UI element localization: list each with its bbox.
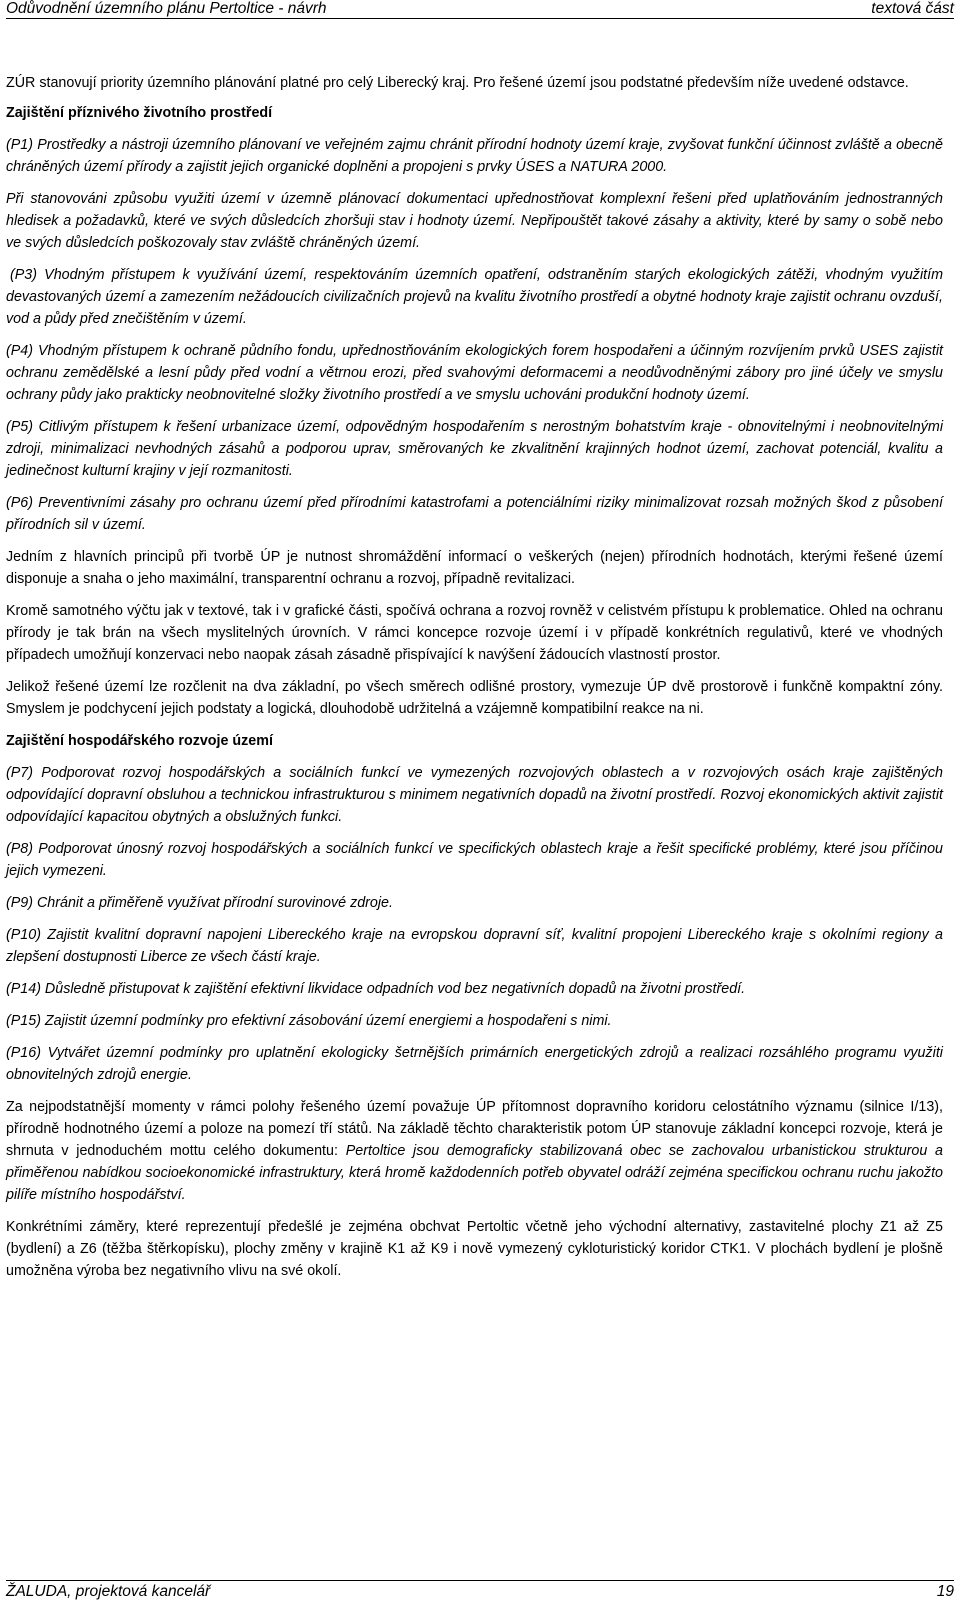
intro-paragraph: ZÚR stanovují priority územního plánování platné pro celý Liberecký kraj. Pro řešené území jsou podstatné především níže uvedené odstavce. <box>6 75 909 91</box>
priority-p2 <box>6 188 943 254</box>
paragraph-concept-text: Za nejpodstatnější momenty v rámci polohy řešeného území považuje ÚP přítomnost dopravního koridoru celostátního významu (silnice I/13), přírodně hodnotného území a poloze na pomezí tří států. Na základě těchto charakteristik potom ÚP stanovuje základní koncepci rozvoje, která je shrnuta v jednoduchém mottu celého dokumentu: <box>6 1099 943 1159</box>
paragraph-zones: Jelikož řešené území lze rozčlenit na dva základní, po všech směrech odlišné prostory, vymezuje ÚP dvě prostorově i funkčně kompaktní zóny. Smyslem je podchycení jejich podstaty a logická, dlouhodobě udržitelná a vzájemně kompatibilní reakce na ni. <box>6 679 943 717</box>
paragraph-concept <box>6 1096 943 1206</box>
page-footer <box>6 1580 954 1601</box>
priority-p10: (P10) Zajistit kvalitní dopravní napojeni Libereckého kraje na evropskou dopravní síť, kvalitní propojeni Libereckého kraje s okolními regiony a zlepšení dostupnosti Liberce ze všech částí kraje. <box>6 927 943 965</box>
office-name: ŽALUDA, projektová kancelář <box>6 1583 211 1600</box>
page-header <box>6 0 954 19</box>
paragraph-intentions: Konkrétními záměry, které reprezentují předešlé je zejména obchvat Pertoltic včetně jeho východní alternativy, zastavitelné plochy Z1 až Z5 (bydlení) a Z6 (těžba štěrkopísku), plochy změny v krajině K1 až K9 i nově vymezený cykloturistický koridor CTK1. V plochách bydlení je plošně umožněna výroba bez negativního vlivu na své okolí. <box>6 1219 943 1279</box>
priority-p16: (P16) Vytvářet územní podmínky pro uplatnění ekologicky šetrnějších primárních energetických zdrojů a realizaci rozsáhlého programu využiti obnovitelných zdrojů energie. <box>6 1045 943 1083</box>
section-heading-environment: Zajištění příznivého životního prostředí <box>6 105 273 121</box>
paragraph-principles: Jedním z hlavních principů při tvorbě ÚP je nutnost shromáždění informací o veškerých (nejen) přírodních hodnotách, kterými řešené území disponuje a snaha o jeho maximální, transparentní ochranu a rozvoj, případně revitalizaci. <box>6 549 943 587</box>
priority-p15: (P15) Zajistit územní podmínky pro efektivní zásobování území energiemi a hospodařeni s nimi. <box>6 1013 612 1029</box>
priority-p4: (P4) Vhodným přístupem k ochraně půdního fondu, upřednostňováním ekologických forem hospodařeni a účinným rozvíjením prvků USES zajistit ochranu zemědělské a lesní půdy před vodní a větrnou erozi, před svahovými deformacemi a neodůvodněnými zábory pro jiné účely ve smyslu ochrany půdy jako prakticky neobnovitelné složky životního prostředí a ve smyslu uchováni produkční hodnoty území. <box>6 343 943 403</box>
section-label: textová část <box>871 0 954 17</box>
priority-p7: (P7) Podporovat rozvoj hospodářských a sociálních funkcí ve vymezených rozvojových oblastech a v rozvojových osách kraje zajištěných odpovídající dopravní obsluhou a technickou infrastrukturou s minimem negativních dopadů na životní prostředí. Rozvoj ekonomických aktivit zajistit odpovídající kapacitou obytných a obslužných funkci. <box>6 765 943 825</box>
priority-p14: (P14) Důsledně přistupovat k zajištění efektivní likvidace odpadních vod bez negativních dopadů na životni prostředí. <box>6 981 746 997</box>
paragraph-concept-motto: Pertoltice jsou demograficky stabilizovaná obec se zachovalou urbanistickou strukturou a přiměřenou nabídkou socioekonomické infrastruktury, která hromě každodenních potřeb obyvatel odráží zejména specifickou ochranu ruchu jakožto pilíře místního hospodářství. <box>6 1143 944 1203</box>
page-number: 19 <box>936 1583 954 1600</box>
priority-p5: (P5) Citlivým přístupem k řešení urbanizace území, odpovědným hospodařením s nerostným bohatstvím kraje - obnovitelnými i neobnovitelnými zdroji, minimalizaci nevhodných zásahů a podporou uprav, směrovaných ke zkvalitnění krajinných hodnot území, zachovat potenciál, kvalitu a jedinečnost kulturní krajiny v její rozmanitosti. <box>6 419 943 479</box>
page-content <box>6 72 943 1292</box>
priority-p3: (P3) Vhodným přístupem k využívání území, respektováním územních opatření, odstraněním starých ekologických zátěži, vhodným využitím devastovaných území a zamezením nežádoucích civilizačních projevů na kvalitu životního prostředí a obytné hodnoty kraje zajistit ochranu ovzduší, vod a půdy před znečištěním v území. <box>6 267 943 327</box>
priority-p8: (P8) Podporovat únosný rozvoj hospodářských a sociálních funkcí ve specifických oblastech kraje a řešit specifické problémy, které jsou příčinou jejich vymezeni. <box>6 841 943 879</box>
document-title: Odůvodnění územního plánu Pertoltice - návrh <box>6 0 327 17</box>
priority-p2-italic: Při stanovováni způsobu využiti území v územně plánovací dokumentaci upřednostňovat komplexní řešeni před uplatňováním jednostranných hledisek a požadavků, které ve svých důsledcích zhoršuji stav i hodnoty území. <box>6 191 943 229</box>
priority-p2-normal: Nepřipouštět takové zásahy a aktivity, které by samy o sobě nebo ve svých důsledcích poškozovaly stav zvláště chráněných území. <box>6 213 943 251</box>
priority-p6: (P6) Preventivními zásahy pro ochranu území před přírodními katastrofami a potenciálními riziky minimalizovat rozsah možných škod z působení přírodních sil v území. <box>6 495 943 533</box>
paragraph-protection: Kromě samotného výčtu jak v textové, tak i v grafické části, spočívá ochrana a rozvoj rovněž v celistvém přístupu k problematice. Ohled na ochranu přírody je tak brán na všech myslitelných úrovních. V rámci koncepce rozvoje území i v případě konkrétních regulativů, které ve vhodných případech umožňují konzervaci nebo naopak zásah zásadně přispívající k navýšení žádoucích vlastností prostor. <box>6 603 943 663</box>
section-heading-economy: Zajištění hospodářského rozvoje území <box>6 733 273 749</box>
priority-p1: (P1) Prostředky a nástroji územního plánovaní ve veřejném zajmu chránit přírodní hodnoty území kraje, zvyšovat funkční účinnost zvláště a obecně chráněných území přírody a zajistit jejich organické doplněni a propojeni s prvky ÚSES a NATURA 2000. <box>6 137 943 175</box>
priority-p9: (P9) Chránit a přiměřeně využívat přírodní surovinové zdroje. <box>6 895 393 911</box>
